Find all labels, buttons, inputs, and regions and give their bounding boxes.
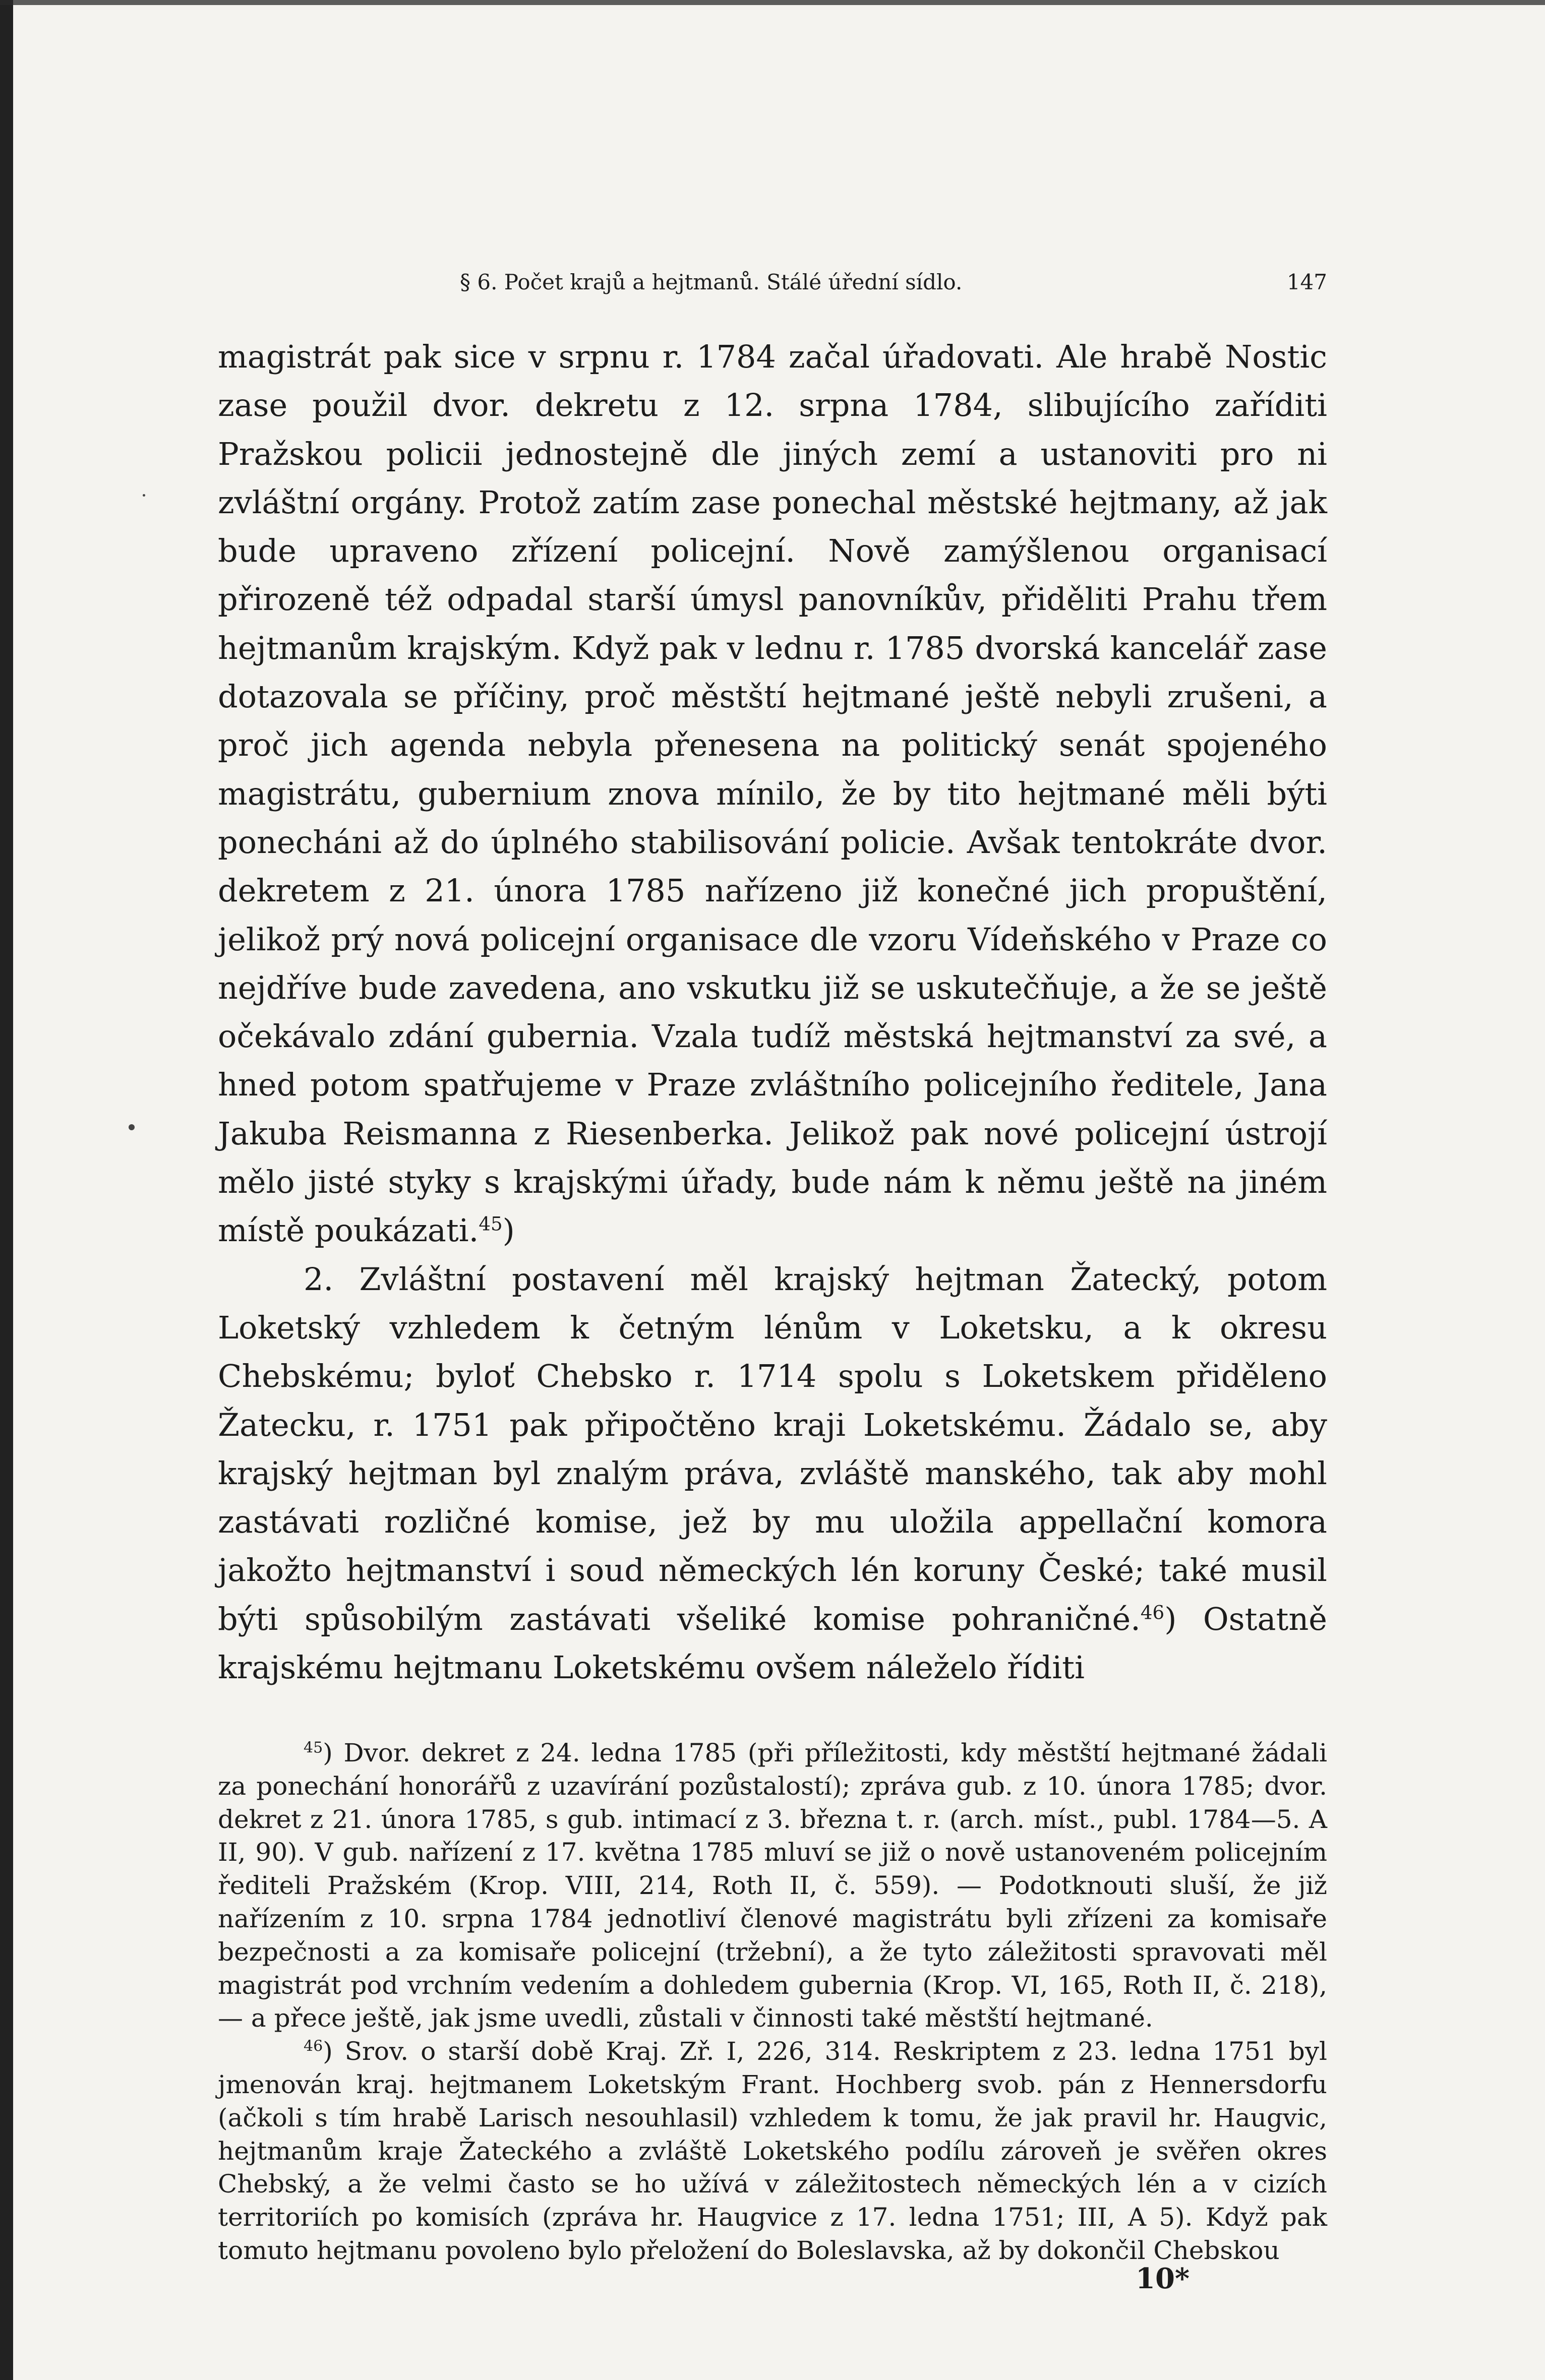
header-title: § 6. Počet krajů a hejtmanů. Stálé úřední sídlo. bbox=[460, 270, 963, 294]
footnote-ref-46: 46 bbox=[1140, 1601, 1165, 1624]
main-text bbox=[218, 333, 1327, 1692]
footnote-45-number: 45 bbox=[304, 1739, 323, 1757]
paragraph-2 bbox=[218, 1255, 1327, 1692]
printer-signature-mark: 10* bbox=[1136, 2262, 1190, 2295]
footnote-45 bbox=[218, 1737, 1327, 2035]
scan-binding-edge bbox=[0, 0, 13, 2380]
paragraph-1 bbox=[218, 333, 1327, 1255]
running-header bbox=[218, 262, 1327, 302]
paragraph-2-tail: ) Ostatně krajskému hejtmanu Loketskému ovšem náleželo říditi bbox=[218, 1600, 1327, 1686]
page-number: 147 bbox=[1286, 270, 1327, 294]
scan-top-edge bbox=[0, 0, 1545, 5]
scan-speck bbox=[129, 1124, 135, 1130]
footnote-45-text: ) Dvor. dekret z 24. ledna 1785 (při příležitosti, kdy městští hejtmané žádali za ponechání honorářů z uzavírání pozůstalostí); zpráva gub. z 10. února 1785; dvor. dekret z 21. února 1785, s gub. intimací z 3. března t. r. (arch. míst., publ. 1784—5. A II, 90). V gub. nařízení z 17. května 1785 mluví se již o nově ustanoveném policejním řediteli Pražském (Krop. VIII, 214, Roth II, č. 559). — Podotknouti sluší, že již nařízením z 10. srpna 1784 jednotliví členové magistrátu byli zřízeni za komisaře bezpečnosti a za komisaře policejní (tržební), a že tyto záležitosti spravovati měl magistrát pod vrchním vedením a dohledem gubernia (Krop. VI, 165, Roth II, č. 218), — a přece ještě, jak jsme uvedli, zůstali v činnosti také městští hejtmané. bbox=[218, 1738, 1327, 2033]
footnotes bbox=[218, 1737, 1327, 2268]
footnote-46-number: 46 bbox=[304, 2037, 323, 2055]
paragraph-2-text: 2. Zvláštní postavení měl krajský hejtman Žatecký, potom Loketský vzhledem k četným lénům v Loketsku, a k okresu Chebskému; byloť Chebsko r. 1714 spolu s Loketskem přiděleno Žatecku, r. 1751 pak připočtěno kraji Loketskému. Žádalo se, aby krajský hejtman byl znalým práva, zvláště manského, tak aby mohl zastávati rozličné komise, jež by mu uložila appellační komora jakožto hejtmanství i soud německých lén koruny České; také musil býti spůsobilým zastávati všeliké komise pohraničné. bbox=[218, 1260, 1327, 1637]
scan-speck bbox=[143, 494, 145, 497]
footnote-ref-45-close: ) bbox=[502, 1212, 515, 1249]
footnote-46-text: ) Srov. o starší době Kraj. Zř. I, 226, 314. Reskriptem z 23. ledna 1751 byl jmenován kraj. hejtmanem Loketským Frant. Hochberg svob. pán z Hennersdorfu (ačkoli s tím hrabě Larisch nesouhlasil) vzhledem k tomu, že jak pravil hr. Haugvic, hejtmanům kraje Žateckého a zvláště Loketského podílu zároveň je svěřen okres Chebský, a že velmi často se ho užívá v záležitostech německých lén a v cizích territoriích po komisích (zpráva hr. Haugvice z 17. ledna 1751; III, A 5). Když pak tomuto hejtmanu povoleno bylo přeložení do Boleslavska, až by dokončil Chebskou bbox=[218, 2037, 1327, 2265]
paragraph-1-text: magistrát pak sice v srpnu r. 1784 začal úřadovati. Ale hrabě Nostic zase použil dvor. dekretu z 12. srpna 1784, slibujícího zaříditi Pražskou policii jednostejně dle jiných zemí a ustanoviti pro ni zvláštní orgány. Protož zatím zase ponechal městské hejtmany, až jak bude upraveno zřízení policejní. Nově zamýšlenou organisací přirozeně též odpadal starší úmysl panovníkův, přiděliti Prahu třem hejtmanům krajským. Když pak v lednu r. 1785 dvorská kancelář zase dotazovala se příčiny, proč městští hejtmané ještě nebyli zrušeni, a proč jich agenda nebyla přenesena na politický senát spojeného magistrátu, gubernium znova mínilo, že by tito hejtmané měli býti ponecháni až do úplného stabilisování policie. Avšak tentokráte dvor. dekretem z 21. února 1785 nařízeno již konečné jich propuštění, jelikož prý nová policejní organisace dle vzoru Vídeňského v Praze co nejdříve bude zavedena, ano vskutku již se uskutečňuje, a že se ještě očekávalo zdání gubernia. Vzala tudíž městská hejtmanství za své, a hned potom spatřujeme v Praze zvláštního policejního ředitele, Jana Jakuba Reismanna z Riesenberka. Jelikož pak nové policejní ústrojí mělo jisté styky s krajskými úřady, bude nám k němu ještě na jiném místě poukázati. bbox=[218, 338, 1327, 1249]
footnote-ref-45: 45 bbox=[479, 1212, 503, 1235]
footnote-46 bbox=[218, 2035, 1327, 2268]
